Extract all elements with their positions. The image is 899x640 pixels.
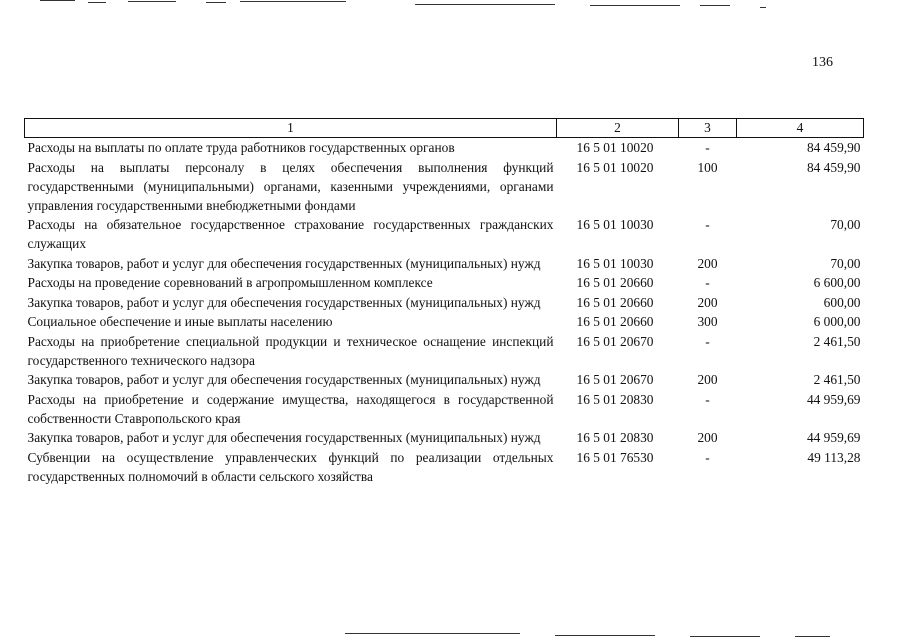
- row-description: Социальное обеспечение и иные выплаты населению: [27, 314, 333, 329]
- row-code: 16 5 01 10020: [576, 140, 654, 155]
- scan-artifact-top: [40, 0, 75, 1]
- scan-artifact-top: [590, 5, 680, 6]
- budget-table: [24, 118, 864, 486]
- table-row: [25, 370, 864, 390]
- row-description: Расходы на проведение соревнований в агропромышленном комплексе: [27, 275, 433, 290]
- table-row: [25, 158, 864, 216]
- row-expense-type: 200: [697, 430, 718, 445]
- row-amount: 49 113,28: [807, 449, 861, 465]
- row-description: Закупка товаров, работ и услуг для обеспечения государственных (муниципальных) нужд: [27, 255, 541, 271]
- row-description: Расходы на обязательное государственное страхование государственных гражданских служащих: [27, 217, 554, 251]
- row-code: 16 5 01 76530: [576, 449, 654, 465]
- row-description: Расходы на выплаты по оплате труда работников государственных органов: [27, 140, 455, 155]
- row-expense-type: -: [705, 449, 710, 465]
- row-expense-type: -: [705, 140, 710, 155]
- row-expense-type: -: [705, 333, 710, 349]
- table-row: [25, 390, 864, 429]
- row-description: Расходы на приобретение специальной продукции и техническое оснащение инспекций государственного технического надзора: [27, 333, 554, 368]
- row-description: Закупка товаров, работ и услуг для обеспечения государственных (муниципальных) нужд: [27, 372, 541, 387]
- row-code: 16 5 01 10030: [576, 217, 654, 232]
- scan-artifact-top: [760, 7, 766, 8]
- row-code: 16 5 01 20830: [576, 391, 654, 407]
- row-description: Закупка товаров, работ и услуг для обеспечения государственных (муниципальных) нужд: [27, 430, 541, 445]
- row-amount: 2 461,50: [813, 372, 861, 387]
- row-code: 16 5 01 10030: [576, 255, 654, 271]
- row-expense-type: 200: [697, 294, 718, 310]
- row-amount: 600,00: [823, 294, 861, 310]
- row-description: Расходы на выплаты персоналу в целях обеспечения выполнения функций государственными (муниципальными) органами, казенными учреждениями, органами управления государственными внебюджетными фондами: [27, 159, 554, 213]
- row-code: 16 5 01 20830: [576, 430, 654, 445]
- row-amount: 84 459,90: [806, 159, 861, 175]
- row-expense-type: -: [705, 275, 710, 290]
- scan-artifact-top: [240, 1, 346, 2]
- scan-artifact-bottom: [795, 636, 830, 637]
- row-expense-type: 200: [697, 255, 718, 271]
- row-expense-type: -: [705, 391, 710, 407]
- column-header: 3: [679, 119, 737, 138]
- column-header: 4: [737, 119, 864, 138]
- row-amount: 6 000,00: [813, 314, 861, 329]
- row-amount: 44 959,69: [806, 391, 861, 407]
- scan-artifact-top: [700, 5, 730, 6]
- scan-artifact-bottom: [555, 635, 655, 636]
- row-code: 16 5 01 20670: [576, 372, 654, 387]
- row-description: Субвенции на осуществление управленческих функций по реализации отдельных государственных полномочий в области сельского хозяйства: [27, 449, 554, 484]
- scan-artifact-bottom: [690, 636, 760, 637]
- column-header: 1: [25, 119, 557, 138]
- row-code: 16 5 01 10020: [576, 159, 654, 175]
- row-amount: 84 459,90: [806, 140, 861, 155]
- row-amount: 70,00: [830, 255, 861, 271]
- row-amount: 6 600,00: [813, 275, 861, 290]
- row-code: 16 5 01 20670: [576, 333, 654, 349]
- table-row: [25, 312, 864, 332]
- table-row: [25, 254, 864, 274]
- row-code: 16 5 01 20660: [576, 314, 654, 329]
- table-row: [25, 428, 864, 448]
- scan-artifact-bottom: [345, 633, 520, 634]
- row-description: Закупка товаров, работ и услуг для обеспечения государственных (муниципальных) нужд: [27, 294, 541, 310]
- row-expense-type: 300: [697, 314, 718, 329]
- row-amount: 2 461,50: [813, 333, 861, 349]
- table-row: [25, 293, 864, 313]
- row-expense-type: 200: [697, 372, 718, 387]
- scan-artifact-top: [128, 1, 176, 2]
- column-header: 2: [557, 119, 679, 138]
- table-row: [25, 448, 864, 487]
- row-amount: 44 959,69: [806, 430, 861, 445]
- scan-artifact-top: [206, 2, 226, 3]
- row-amount: 70,00: [830, 217, 861, 232]
- row-code: 16 5 01 20660: [576, 275, 654, 290]
- row-expense-type: -: [705, 217, 710, 232]
- scan-artifact-top: [88, 2, 106, 3]
- table-header-row: [25, 119, 864, 138]
- row-code: 16 5 01 20660: [576, 294, 654, 310]
- page-number: 136: [812, 55, 833, 70]
- table-row: [25, 332, 864, 371]
- table-row: [25, 215, 864, 254]
- row-description: Расходы на приобретение и содержание имущества, находящегося в государственной собственности Ставропольского края: [27, 391, 554, 426]
- table-row: [25, 273, 864, 293]
- scan-artifact-top: [415, 4, 555, 5]
- table-row: [25, 138, 864, 158]
- row-expense-type: 100: [697, 159, 718, 175]
